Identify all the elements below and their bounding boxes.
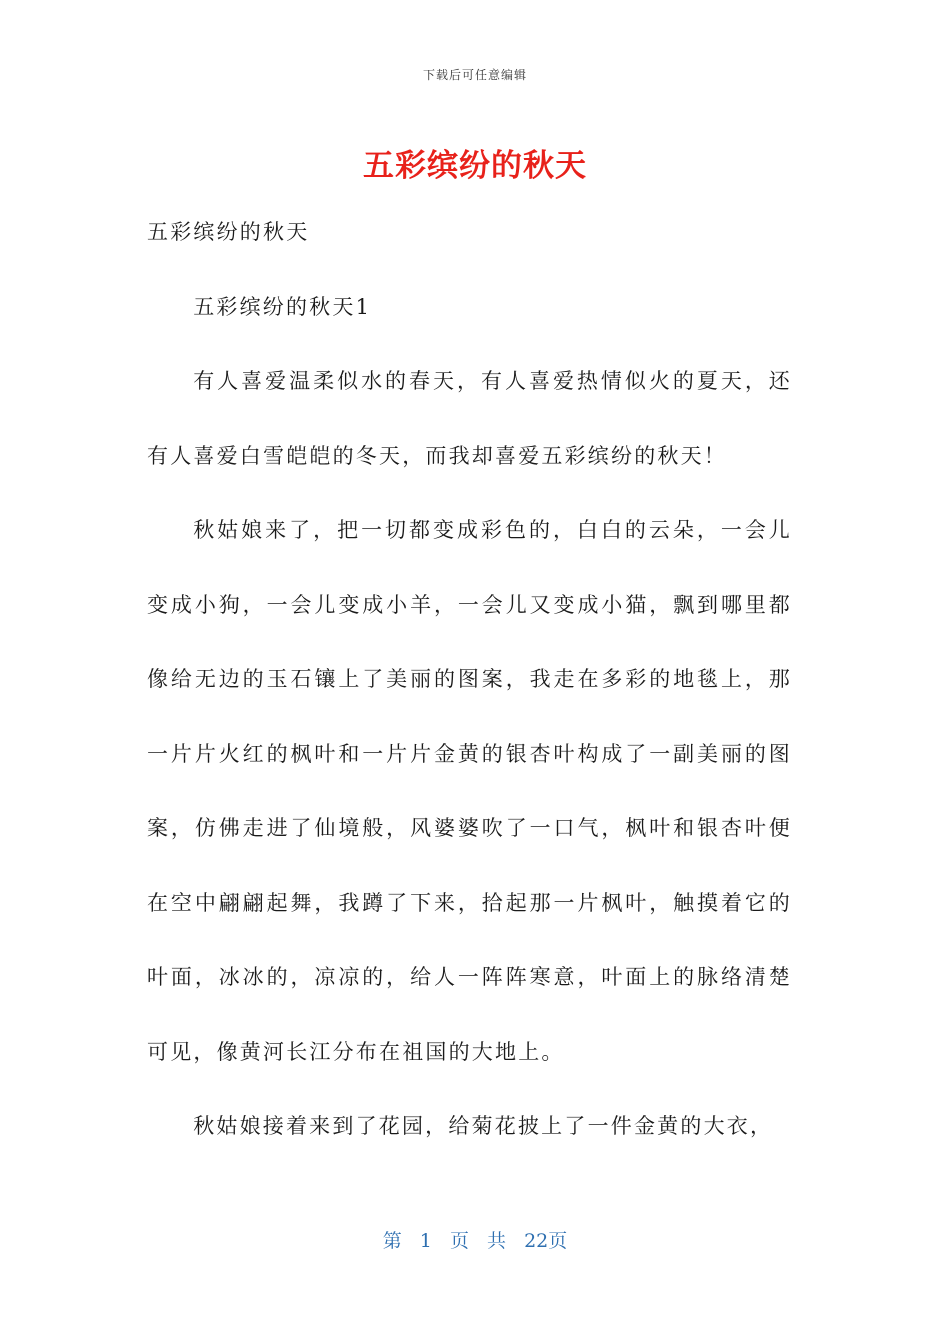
footer-label-ye: 页 (449, 1230, 469, 1252)
footer-page-number: 1 (419, 1230, 432, 1252)
footer-label-di: 第 (382, 1230, 402, 1252)
page-footer (0, 1226, 950, 1253)
paragraph: 秋姑娘来了，把一切都变成彩色的，白白的云朵，一会儿变成小狗，一会儿变成小羊，一会儿又变成小猫，飘到哪里都像给无边的玉石镶上了美丽的图案，我走在多彩的地毯上，那一片片火红的枫叶和一片片金黄的银杏叶构成了一副美丽的图案，仿佛走进了仙境般，风婆婆吹了一口气，枫叶和银杏叶便在空中翩翩起舞，我蹲了下来，拾起那一片枫叶，触摸着它的叶面，冰冰的，凉凉的，给人一阵阵寒意，叶面上的脉络清楚可见，像黄河长江分布在祖国的大地上。 (147, 518, 792, 1064)
header-note: 下载后可任意编辑 (422, 68, 527, 82)
section-heading: 五彩缤纷的秋天1 (193, 294, 372, 319)
footer-total-pages: 22页 (524, 1230, 568, 1252)
paragraph: 有人喜爱温柔似水的春天，有人喜爱热情似火的夏天，还有人喜爱白雪皑皑的冬天，而我却喜爱五彩缤纷的秋天！ (147, 369, 792, 468)
document-title: 五彩缤纷的秋天 (363, 148, 587, 184)
footer-label-gong: 共 (487, 1230, 507, 1252)
paragraph: 秋姑娘接着来到了花园，给菊花披上了一件金黄的大衣， (193, 1114, 774, 1138)
document-subtitle: 五彩缤纷的秋天 (147, 220, 310, 244)
document-body (147, 195, 792, 1164)
